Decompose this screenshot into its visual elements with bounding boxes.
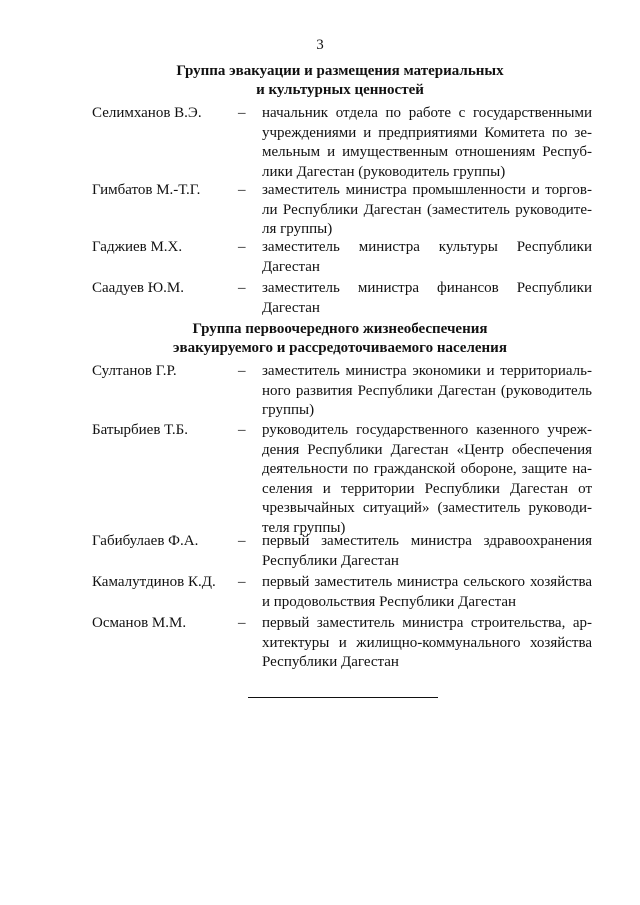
dash-separator: – — [238, 533, 246, 549]
position-line: Республики Дагестан — [262, 654, 399, 670]
member-position — [262, 181, 592, 240]
position-line: ля группы) — [262, 221, 333, 237]
member-position — [262, 573, 592, 612]
position-line: лики Дагестан (руководитель группы) — [262, 163, 506, 180]
position-line: ли Республики Дагестан (заместитель руководите- — [262, 201, 592, 218]
member-name: Османов М.М. — [92, 615, 187, 631]
position-line: Дагестан — [262, 299, 320, 316]
position-line: начальник отдела по работе с государственными — [262, 105, 592, 121]
member-position — [262, 279, 592, 318]
member-name: Гимбатов М.-Т.Г. — [92, 182, 201, 198]
member-position — [262, 104, 592, 182]
dash-separator: – — [238, 105, 246, 121]
member-name: Султанов Г.Р. — [92, 363, 177, 379]
end-separator-line — [248, 697, 438, 698]
position-line: первый заместитель министра сельского хозяйства — [262, 574, 592, 590]
position-line: селения и территории Республики Дагестан от — [262, 480, 592, 497]
dash-separator: – — [238, 574, 246, 590]
position-line: Республики Дагестан — [262, 552, 399, 569]
position-line: Дагестан — [262, 258, 320, 275]
section-title-line: Группа первоочередного жизнеобеспечения — [192, 321, 488, 337]
position-line: мельным и имущественным отношениям Респуб- — [262, 144, 592, 160]
member-name: Габибулаев Ф.А. — [92, 533, 199, 549]
position-line: руководитель государственного казенного учреж- — [262, 422, 592, 438]
section-title-line: эвакуируемого и рассредоточиваемого населения — [173, 340, 507, 356]
position-line: дения Республики Дагестан «Центр обеспечения — [262, 441, 592, 458]
member-name: Гаджиев М.Х. — [92, 239, 183, 255]
member-position — [262, 362, 592, 421]
position-line: учреждениями и предприятиями Комитета по зе- — [262, 124, 592, 141]
dash-separator: – — [238, 182, 246, 198]
member-position — [262, 421, 592, 538]
position-line: теля группы) — [262, 519, 346, 536]
position-line: деятельности по гражданской обороне, защите на- — [262, 461, 592, 477]
member-name: Батырбиев Т.Б. — [92, 422, 188, 438]
dash-separator: – — [238, 239, 246, 255]
position-line: заместитель министра экономики и территориаль- — [262, 363, 592, 379]
member-name: Селимханов В.Э. — [92, 105, 202, 121]
position-line: хитектуры и жилищно-коммунального хозяйства — [262, 634, 592, 651]
member-name: Камалутдинов К.Д. — [92, 574, 216, 590]
position-line: первый заместитель министра здравоохранения — [262, 533, 592, 549]
position-line: первый заместитель министра строительства, ар- — [262, 615, 592, 631]
position-line: заместитель министра культуры Республики — [262, 239, 592, 255]
position-line: группы) — [262, 402, 315, 418]
section-title-line: и культурных ценностей — [256, 82, 424, 98]
section-title-line: Группа эвакуации и размещения материальных — [176, 63, 504, 79]
page-number: 3 — [316, 37, 324, 53]
dash-separator: – — [238, 615, 246, 631]
position-line: чрезвычайных ситуаций» (заместитель руководи- — [262, 500, 592, 516]
member-position — [262, 532, 592, 571]
member-position — [262, 238, 592, 277]
dash-separator: – — [238, 280, 246, 296]
member-position — [262, 614, 592, 673]
section-title-life-support — [100, 320, 580, 358]
position-line: заместитель министра финансов Республики — [262, 280, 592, 296]
section-title-evacuation — [100, 62, 580, 100]
dash-separator: – — [238, 363, 246, 379]
position-line: ного развития Республики Дагестан (руководитель — [262, 382, 592, 399]
member-name: Саадуев Ю.М. — [92, 280, 184, 296]
position-line: заместитель министра промышленности и торгов- — [262, 182, 592, 198]
dash-separator: – — [238, 422, 246, 438]
position-line: и продовольствия Республики Дагестан — [262, 593, 517, 610]
